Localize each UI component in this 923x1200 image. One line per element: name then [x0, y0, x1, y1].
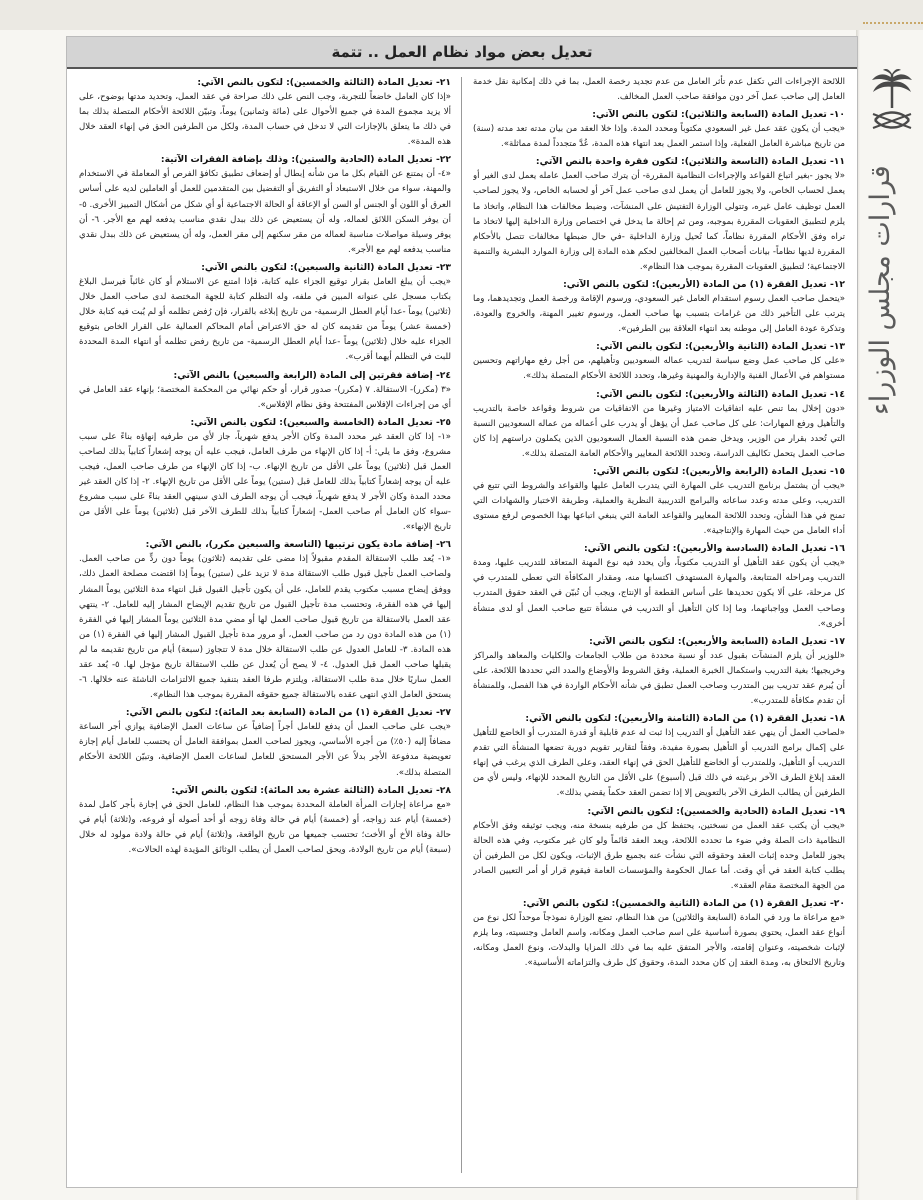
article-heading: ٢٦- إضافة مادة يكون ترتيبها (التاسعة والسبعين مكرر)، بالنص الآتي: [145, 539, 451, 551]
article-heading: ١٣- تعديل المادة (الثانية والأربعين): لتكون بالنص الآتي: [596, 341, 845, 353]
article-heading: ٢٢- تعديل المادة (الحادية والستين): وذلك بإضافة الفقرات الآتية: [160, 154, 451, 166]
article-item [473, 339, 845, 384]
page-title: تعديل بعض مواد نظام العمل .. تتمة [331, 43, 593, 61]
article-heading: ١٦- تعديل المادة (السادسة والأربعين): لتكون بالنص الآتي: [584, 543, 845, 555]
article-heading: ١٤- تعديل المادة (الثالثة والأربعين): لتكون بالنص الآتي: [596, 388, 845, 400]
article-item [79, 152, 451, 258]
article-body: «لصاحب العمل أن ينهي عقد التأهيل أو التدريب إذا ثبت له عدم قابلية أو قدرة المتدرب أو الخاضع للتأهيل على إكمال برامج التدريب أو التأهيل بصورة مفيدة، وفقاً لتقارير تقويم دورية تضعها المنشأة التي تقدم التدريب أو التأهيل، وللمتدرب أو الخاضع للتأهيل الحق في إنهاء العقد، وعلى الطرف الذي يرغب في إنهاء العقد إبلاغ الطرف الآخر برغبته في ذلك قبل (أسبوع) على الأقل من التاريخ المحدد للإنهاء، وليس لأي من الطرفين أن يطالب الطرف الآخر بالتعويض إلا إذا تضمن العقد حكماً يقضي بذلك». [473, 728, 845, 799]
article-heading: ٢١- تعديل المادة (الثالثة والخمسين): لتكون بالنص الآتي: [197, 77, 451, 88]
article-heading: ٢٥- تعديل المادة (الخامسة والسبعين): لتكون بالنص الآتي: [190, 416, 451, 428]
article-item [79, 537, 451, 703]
article-heading: ١٨- تعديل الفقرة (١) من المادة (الثامنة والأربعين): لتكون بالنص الآتي: [525, 713, 845, 725]
article-body: «إذا كان العامل خاضعاً للتجربة، وجب النص على ذلك صراحة في عقد العمل، وتحديد مدتها بوضوح، على ألا يزيد مجموع المدة في جميع الأحوال على (مائة وثمانين) يوماً، وتبيّن اللائحة الأحكام المتصلة بذلك بما في ذلك ما يتعلق بالإجازات التي لا تدخل في حساب المدة، ولكل من الطرفين الحق في إنهاء العقد خلال هذه المدة». [79, 92, 451, 148]
article-item [473, 277, 845, 337]
article-heading: ٢٧- تعديل الفقرة (١) من المادة (السابعة بعد المائة): لتكون بالنص الآتي: [125, 707, 451, 719]
article-item [79, 415, 451, 536]
article-item [79, 705, 451, 780]
article-item [473, 107, 845, 152]
article-item [473, 896, 845, 971]
article-heading: ١٥- تعديل المادة (الرابعة والأربعين): لتكون بالنص الآتي: [593, 465, 845, 477]
article-body: «دون إخلال بما تنص عليه اتفاقيات الامتياز وغيرها من الاتفاقيات من شروط وقواعد خاصة بالتدريب والتأهيل ورفع المهارات: على كل صاحب عمل أن يؤهل أو يدرب على أعماله من عماله السعوديين النسبة التي تُحدد بقرار من الوزير، ويدخل ضمن هذه النسبة العمال السعوديون الذين يكملون دراستهم إذا كان صاحب العمل يتحمل تكاليف الدراسة، وتحدد اللائحة المعايير والأحكام العامة المتصلة بذلك». [473, 403, 845, 459]
article-body: «مع مراعاة ما ورد في المادة (السابعة والثلاثين) من هذا النظام، تضع الوزارة نموذجاً موحداً لكل نوع من أنواع عقد العمل، يحتوي بصورة أساسية على اسم صاحب العمل ومكانه، واسم العامل وجنسيته، وما يلزم لإثبات شخصيته، وعنوان إقامته، والأجر المتفق عليه بما في ذلك المزايا والبدلات، ونوع العمل ومكانه، وتاريخ الالتحاق به، ومدة العقد إن كان محدد المدة، وحقوق كل طرف والتزاماته الأساسية». [473, 913, 845, 969]
article-heading: ٢٨- تعديل المادة (الثالثة عشرة بعد المائة): لتكون بالنص الآتي: [171, 784, 451, 796]
article-item [473, 464, 845, 539]
article-body: «يجب أن يكون عقد عمل غير السعودي مكتوباً ومحدد المدة. وإذا خلا العقد من بيان مدته تعد مدته (سنة) من تاريخ مباشرة العامل الفعلية، وإذا استمر العمل بعد انتهاء هذه المدة، عُدَّ متجدداً لمدة مماثلة». [473, 124, 845, 150]
article-item [473, 75, 845, 105]
left-column [79, 75, 451, 1175]
article-heading: ١٩- تعديل المادة (الحادية والخمسين): لتكون بالنص الآتي: [587, 805, 845, 817]
article-heading: ١٢- تعديل الفقرة (١) من المادة (الأربعين): لتكون بالنص الآتي: [563, 279, 845, 291]
article-item [79, 368, 451, 413]
article-body: «يجب أن يكتب عقد العمل من نسختين، يحتفظ كل من طرفيه بنسخة منه، ويجب توثيقه وفق الأحكام النظامية ذات الصلة وفي ضوء ما تحدده اللائحة، ويعد العقد قائماً ولو كان غير مكتوب، وفي هذه الحالة يجوز للعامل وحده إثبات العقد وحقوقه التي نشأت عنه بجميع طرق الإثبات، ويكون لكل من الطرفين أن يطلب كتابة العقد في أي وقت. أما عمال الحكومة والمؤسسات العامة فيقوم قرار أو أمر التعيين الصادر من الجهة المختصة مقام العقد». [473, 820, 845, 891]
article-content [66, 36, 858, 1188]
top-band [0, 0, 923, 30]
column-divider [461, 77, 462, 1173]
article-item [473, 154, 845, 275]
article-item [473, 804, 845, 894]
article-heading: ٢٣- تعديل المادة (الثانية والسبعين): لتكون بالنص الآتي: [201, 261, 451, 273]
article-body: «يتحمل صاحب العمل رسوم استقدام العامل غير السعودي، ورسوم الإقامة ورخصة العمل وتجديدهما، وما يترتب على التأخير ذلك من غرامات بتسبب بها صاحب العمل، ورسوم تغيير المهنة، والخروج والعودة، وتذكرة عودة العامل إلى موطنه بعد انتهاء العلاقة بين الطرفين». [473, 294, 845, 335]
article-body: «يجب أن يشتمل برنامج التدريب على المهارة التي يتدرب العامل عليها والقواعد والشروط التي تتبع في التدريب، وعلى مدته وعدد ساعاته والبرامج التدريبية النظرية والعملية، وطريقة الاختبار والشهادات التي تمنح في هذا الشأن، وتحدد اللائحة المعايير والقواعد العامة التي ينبغي اتباعها بهذا الخصوص لرفع مستوى أداء العامل من حيث المهارة والإنتاجية». [473, 480, 845, 537]
article-heading: ١١- تعديل المادة (التاسعة والثلاثين): لتكون فقرة واحدة بالنص الآتي: [535, 156, 845, 168]
article-heading: ١٧- تعديل المادة (السابعة والأربعين): لتكون بالنص الآتي: [589, 635, 845, 647]
article-body: اللائحة الإجراءات التي تكفل عدم تأثر العامل من عدم تجديد رخصة العمل، بما في ذلك إمكانية نقل خدمة العامل إلى صاحب عمل آخر دون موافقة صاحب العمل المخالف. [473, 77, 845, 103]
article-body: «على كل صاحب عمل وضع سياسة لتدريب عماله السعوديين وتأهيلهم، من أجل رفع مهاراتهم وتحسين مستواهم في الأعمال الفنية والإدارية والمهنية وغيرها، وتحدد اللائحة الأحكام المتصلة بذلك». [473, 356, 845, 382]
article-item [473, 541, 845, 631]
article-item [473, 711, 845, 801]
article-item [473, 387, 845, 462]
article-body: «للوزير أن يلزم المنشآت بقبول عدد أو نسبة محددة من طلاب الجامعات والكليات والمعاهد والمراكز وخريجيها؛ بغية التدريب واستكمال الخبرة العملية، وفق الشروط والأوضاع والمدد التي تحددها اللائحة، على أن يُبرم عقد تدريب بين المتدرب وصاحب العمل تطبق في شأنه الأحكام الواردة في هذا الفصل، وللمنشأة أن تقدم مكافأة للمتدرب». [473, 650, 845, 706]
article-item [79, 783, 451, 858]
article-body: «يجب على صاحب العمل أن يدفع للعامل أجراً إضافياً عن ساعات العمل الإضافية يوازي أجر الساعة مضافاً إليه (٥٠٪) من أجره الأساسي، ويجوز لصاحب العمل بموافقة العامل أن يحتسب للعامل أيام إجازة تعويضية مدفوعة الأجر بدلاً عن الأجر المستحق للعامل لساعات العمل الإضافية، وتبيّن اللائحة الأحكام المتصلة بذلك». [79, 722, 451, 778]
right-column [473, 75, 845, 1175]
sidebar-title: قرارات مجلس الوزراء [865, 165, 896, 415]
article-item [473, 634, 845, 709]
article-heading: ٢٤- إضافة فقرتين إلى المادة (الرابعة والسبعين) بالنص الآتي: [173, 369, 451, 381]
article-body: «مع مراعاة إجازات المرأة العاملة المحددة بموجب هذا النظام، للعامل الحق في إجازة بأجر كامل لمدة (خمسة) أيام عند زواجه، أو (خمسة) أيام في حالة وفاة زوجه أو أحد أصوله أو فروعه، و(ثلاثة) أيام في حالة وفاة الأخ أو الأخت؛ تحتسب جميعها من تاريخ الواقعة، و(ثلاثة) أيام في حالة ولادة مولود له خلال (سبعة) أيام من تاريخ الولادة، ويحق لصاحب العمل أن يطلب الوثائق المؤيدة لهذه الحالات». [79, 799, 451, 855]
article-body: «لا يجوز -بغير اتباع القواعد والإجراءات النظامية المقررة- أن يترك صاحب العمل عامله يعمل لدى الغير أو يعمل لحساب الخاص، ولا يجوز للعامل أن يعمل لدى صاحب عمل آخر أو لحسابه الخاص، ولا يجوز لصاحب العمل توظيف عامل غيره، وتتولى الوزارة التفتيش على المنشآت، وضبط مخالفات هذا النظام، واتخاذ ما يلزم لتطبيق العقوبات المقررة بموجبه، ومن ثم إحالة ما يدخل في اختصاص وزارة الداخلية إليها لاتخاذ ما تراه وفق الأحكام المقررة نظاماً، كما تُحيل وزارة الداخلية -في حال ضبطها مخالفات تتصل بالأحكام المقررة لديها نظاماً- بيانات أصحاب العمل المخالفين لحكم هذه المادة إلى وزارة الموارد البشرية والتنمية الاجتماعية؛ لتطبيق العقوبات المقررة بموجب هذا النظام». [473, 171, 845, 272]
sidebar [855, 30, 923, 1200]
page-header [67, 37, 857, 69]
article-body: «٣ (مكرر)- الاستقالة. ٧ (مكرر)- صدور قرار، أو حكم نهائي من المحكمة المختصة؛ بإنهاء عقد العامل في أي من إجراءات الإفلاس المفتتحة وفق نظام الإفلاس». [79, 384, 451, 410]
ornament-pattern [863, 0, 923, 24]
article-item [79, 75, 451, 150]
article-item [79, 260, 451, 366]
article-body: «٤- أن يمتنع عن القيام بكل ما من شأنه إبطال أو إضعاف تطبيق تكافؤ الفرص أو المعاملة في الاستخدام والمهنة، سواء من خلال الاستبعاد أو التفريق أو التفضيل بين المتقدمين للعمل أو العاملين لديه على أساس العرق أو اللون أو الجنس أو السن أو الإعاقة أو الحالة الاجتماعية أو أي شكل من أشكال التمييز الأخرى. ٥- أن يوفر السكن اللائق لعماله، وله أن يستعيض عن ذلك ببدل نقدي مناسب يدفعه لهم مع الأجر. ٦- أن يوفر وسيلة مواصلات مناسبة لعماله من مقر سكنهم إلى مقر العمل، وله أن يستعيض عن ذلك ببدل نقدي مناسب يدفعه لهم مع الأجر». [79, 169, 451, 255]
palm-swords-emblem-icon [869, 68, 915, 148]
article-heading: ١٠- تعديل المادة (السابعة والثلاثين): لتكون بالنص الآتي: [592, 109, 845, 121]
article-body: «١- إذا كان العقد غير محدد المدة وكان الأجر يدفع شهرياً، جاز لأي من طرفيه إنهاؤه بناءً على سبب مشروع، وفق ما يلي: أ- إذا كان الإنهاء من طرف العامل، فيجب عليه أن يوجه إشعاراً كتابياً بذلك لصاحب العمل قبل (ثلاثين) يوماً على الأقل من تاريخ الإنهاء. ب- إذا كان الإنهاء من طرف صاحب العمل، فيجب عليه أن يوجه إشعاراً كتابياً بذلك للعامل قبل (ستين) يوماً على الأقل من تاريخ الإنهاء. ٢- إذا كان العقد غير محدد المدة وكان الأجر لا يدفع شهرياً، فيجب أن يوجه الطرف الذي سينهي العقد بناءً على سبب مشروع -سواء كان العامل أم صاحب العمل- إشعاراً كتابياً بذلك للطرف الآخر قبل (ثلاثين) يوماً على الأقل من تاريخ الإنهاء». [79, 431, 451, 533]
article-body: «يجب أن يبلغ العامل بقرار توقيع الجزاء عليه كتابة، فإذا امتنع عن الاستلام أو كان غائباً فيرسل البلاغ بكتاب مسجل على عنوانه المبين في ملفه، وله التظلم كتابة للجهة المختصة لدى صاحب العمل خلال (ثلاثين) يوماً -عدا أيام العطل الرسمية- من تاريخ إبلاغه بالقرار، فإن رُفض تظلمه أو لم يُبت فيه كتابة خلال (خمسة عشر) يوماً من تقديمه كان له حق الاعتراض أمام المحاكم العمالية على القرار الخاص بتوقيع الجزاء عليه خلال (ثلاثين) يوماً -عدا أيام العطل الرسمية- من تاريخ رفض تظلمه أو انتهاء المدة المحددة للبت في التظلم أيهما أقرب». [79, 276, 451, 363]
article-heading: ٢٠- تعديل الفقرة (١) من المادة (الثانية والخمسين): لتكون بالنص الآتي: [522, 898, 845, 910]
article-body: «يجب أن يكون عقد التأهيل أو التدريب مكتوباً، وأن يحدد فيه نوع المهنة المتعاقد للتدريب عليها، ومدة التدريب ومراحله المتتابعة، والمهارة المستهدف اكتسابها منه، ومقدار المكافأة التي تعطى للمتدرب في كل مرحلة، على ألا يكون تحديدها على أساس القطعة أو الإنتاج، ويجب أن تُبيّن في العقد حقوق المتدرب وصاحب العمل وواجباتهما، وما إذا كان التأهيل أو التدريب في منشأة تتبع صاحب العمل أو لدى منشأة أخرى». [473, 558, 845, 629]
article-body: «١- يُعد طلب الاستقالة المقدم مقبولاً إذا مضى على تقديمه (ثلاثون) يوماً دون ردٍّ من صاحب العمل. ولصاحب العمل تأجيل قبول طلب الاستقالة مدة لا تزيد على (ستين) يوماً إذا اقتضت مصلحة العمل ذلك، ووفق إيضاح مسبب مكتوب يقدم للعامل، على أن يكون تأجيل القبول قبل انتهاء مدة الثلاثين يوماً المشار إليها في هذه الفقرة، وتحتسب مدة تأجيل القبول من تاريخ تقديم الإيضاح المشار إليه للعامل. ٢- ينتهي عقد العمل بالاستقالة من تاريخ قبول صاحب العمل لها أو مضي مدة الثلاثين يوماً المشار إليها في الفقرة (١) من هذه المادة دون رد من صاحب العمل، أو مرور مدة تأجيل القبول المشار إليها في الفقرة (١) من هذه المادة. ٣- للعامل العدول عن طلب الاستقالة خلال مدة لا تتجاوز (سبعة) أيام من تاريخ تقديمه ما لم يقبلها صاحب العمل قبل العدول. ٤- لا يصح أن يُعدل عن طلب الاستقالة تاريخ مؤجل لها. ٥- يُعد عقد العمل ساريًا خلال مدة طلب الاستقالة، ويلتزم طرفا العقد بتنفيذ جميع الالتزامات الناشئة عنه خلالها. ٦- يستحق العامل الذي انتهى عقده بالاستقالة جميع حقوقه المقررة بموجب هذا النظام». [79, 554, 451, 701]
